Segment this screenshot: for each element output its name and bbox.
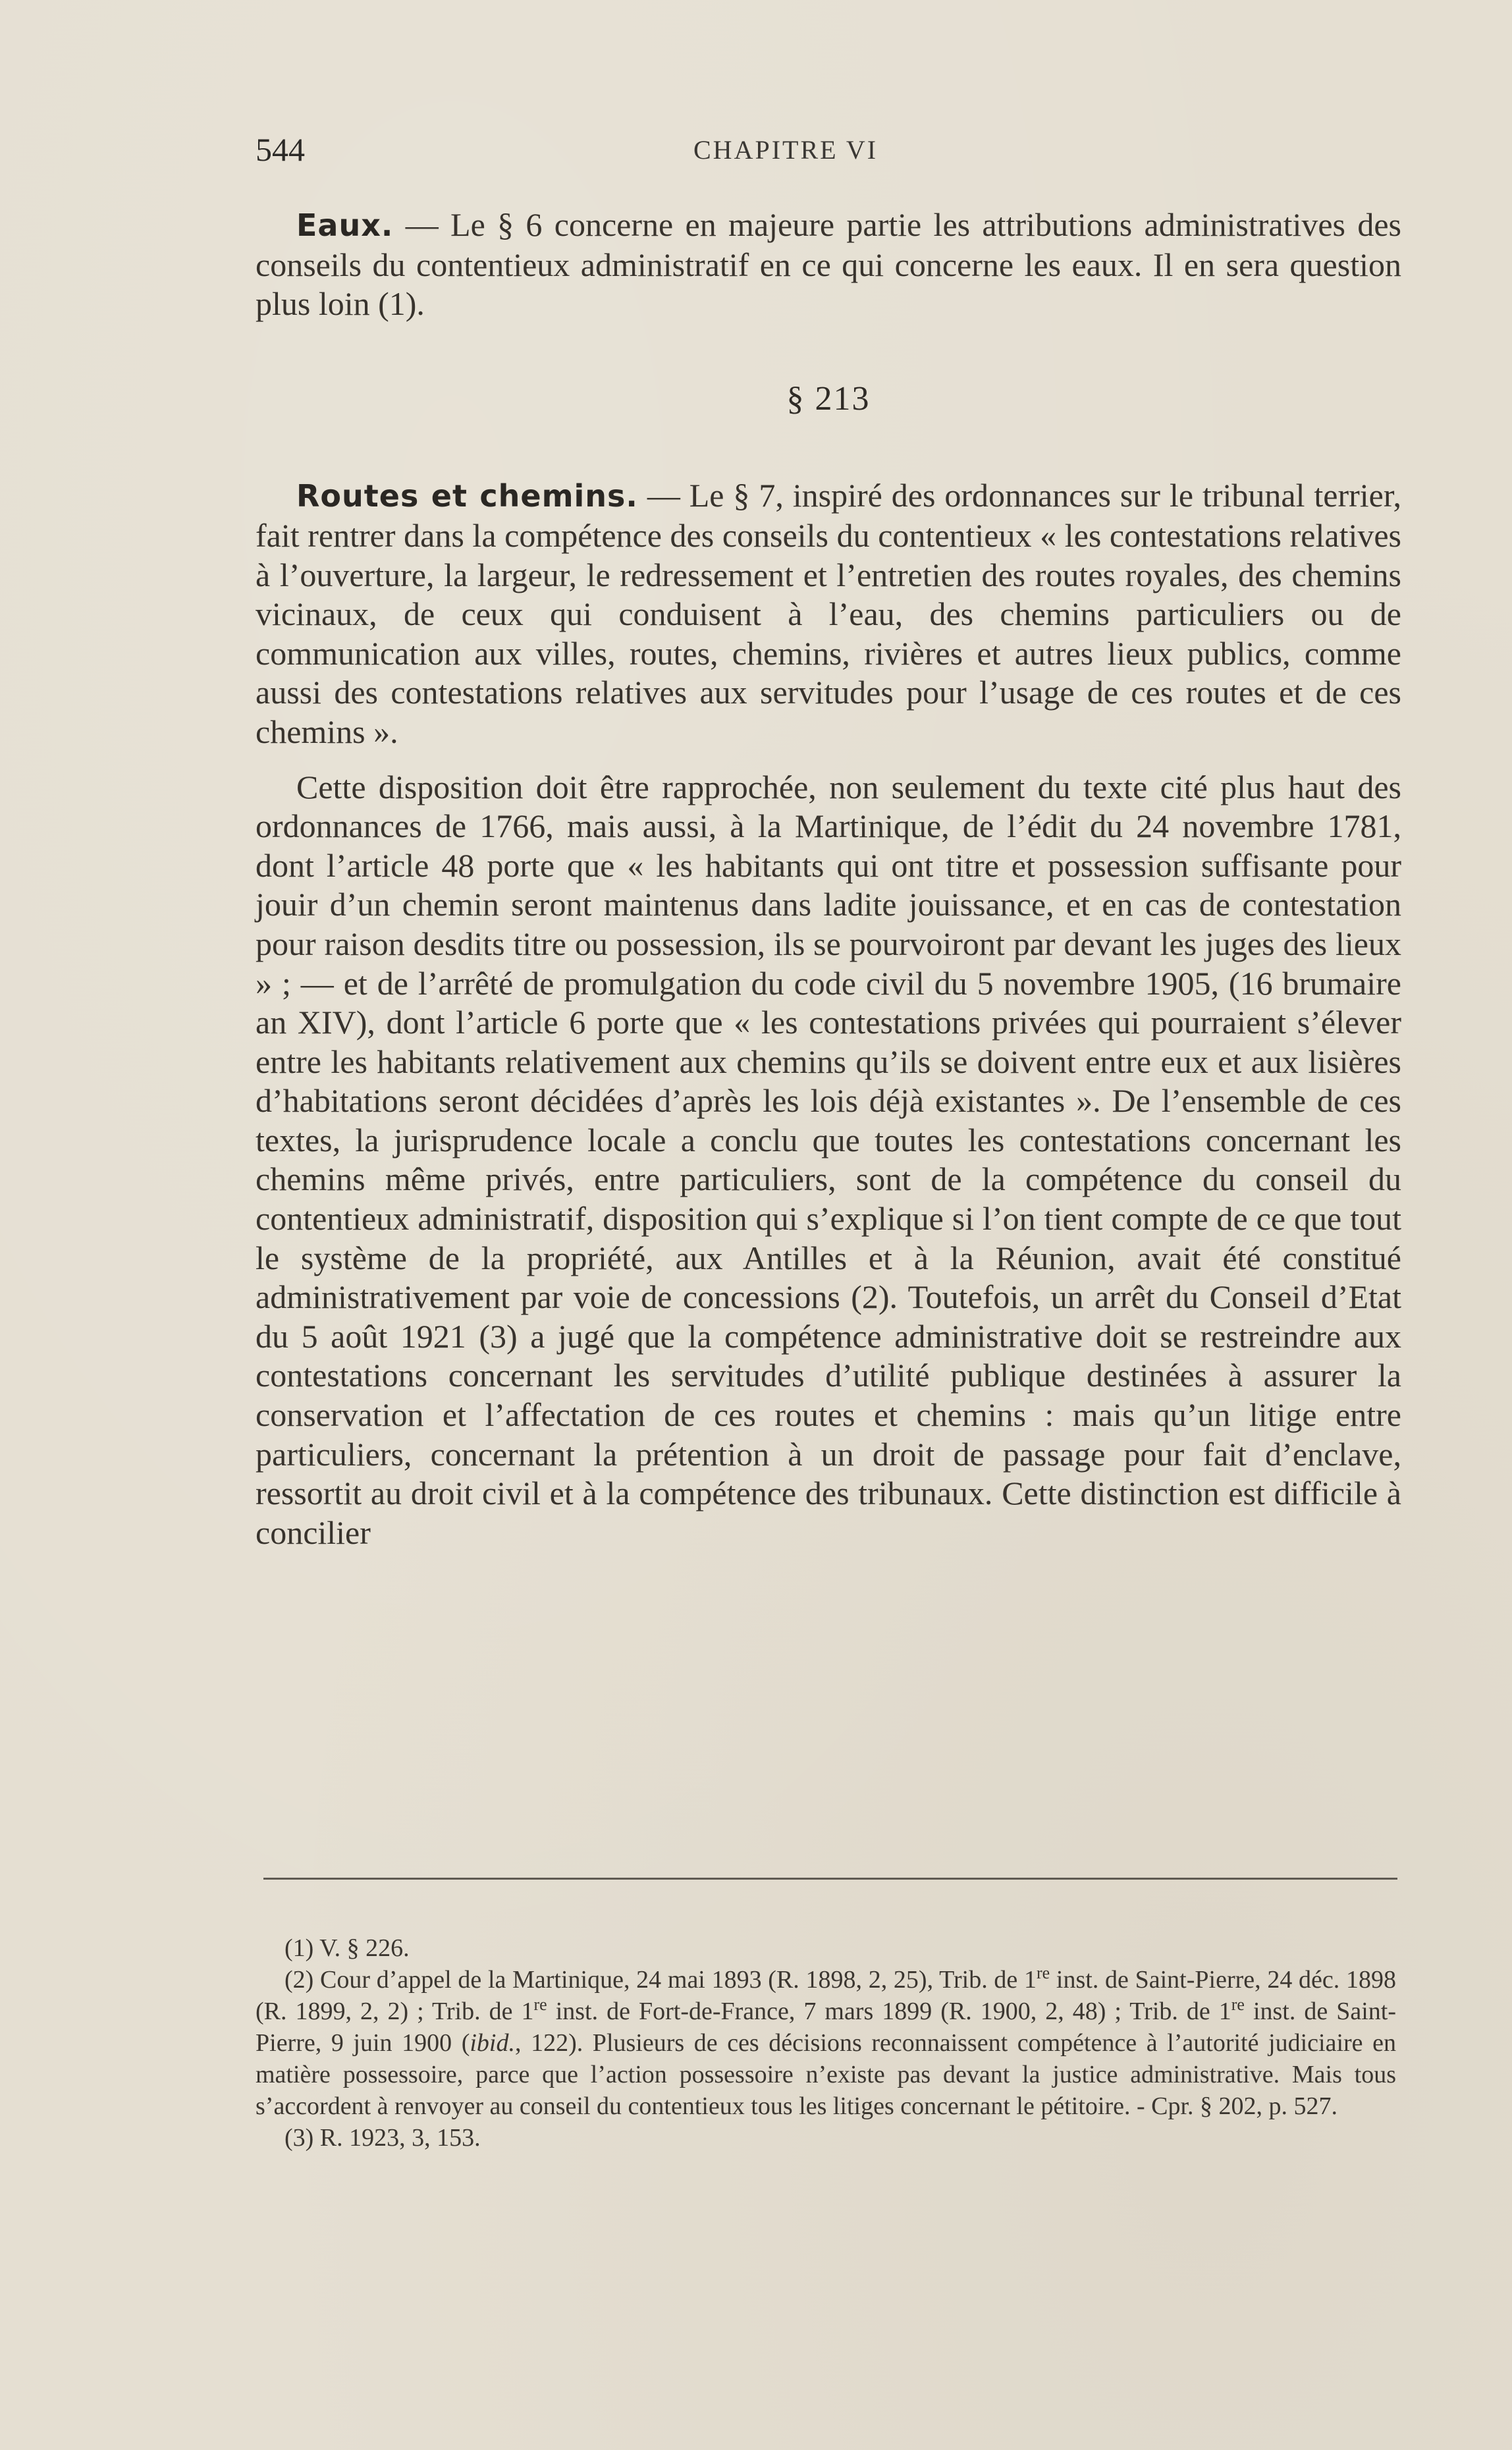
footnote-2 — [256, 1964, 1396, 2122]
paragraph-eaux — [256, 205, 1401, 324]
footnote-1: (1) V. § 226. — [284, 1934, 410, 1962]
paragraph-lead: Eaux. — [296, 207, 394, 243]
paragraph-lead: Routes et chemins. — [296, 478, 638, 514]
ordinal-superscript: re — [533, 1995, 547, 2014]
paragraph-body: — Le § 7, inspiré des ordonnances sur le tribunal terrier, fait rentrer dans la compétence des conseils du contentieux « les contestations relatives à l’ouverture, la largeur, le redressement et l’entretien des routes royales, des chemins vicinaux, de ceux qui conduisent à l’eau, des chemins particuliers ou de communication aux villes, routes, chemins, rivières et autres lieux publics, comme aussi des contestations relatives aux servitudes pour l’usage de ces routes et de ces chemins ». — [256, 477, 1402, 750]
footnote-3: (3) R. 1923, 3, 153. — [284, 2124, 481, 2152]
page-number: 544 — [256, 131, 305, 168]
footnote-ibid: ibid. — [470, 2029, 515, 2057]
ordinal-superscript: re — [1037, 1963, 1050, 1982]
footnote-divider — [263, 1878, 1397, 1880]
paragraph-routes — [256, 476, 1401, 751]
footnote-text: (2) Cour d’appel de la Martinique, 24 mai 1893 (R. 1898, 2, 25), Trib. de 1 — [284, 1966, 1037, 1994]
footnote-text: inst. de Fort-de-France, 7 mars 1899 (R. 1900, 2, 48) ; Trib. de 1 — [547, 1998, 1231, 2025]
ordinal-superscript: re — [1231, 1995, 1245, 2014]
footnote-text: inst. de Saint-Pierre, 9 juin 1900 ( — [256, 1998, 1396, 2057]
paragraph-body: — Le § 6 concerne en majeure partie les attributions administratives des conseils du contentieux administratif en ce qui concerne les eaux. Il en sera question plus loin (1). — [256, 206, 1401, 323]
section-heading: § 213 — [786, 379, 871, 418]
paragraph-disposition: Cette disposition doit être rapprochée, non seulement du texte cité plus haut des ordonnances de 1766, mais aussi, à la Martinique, de l’édit du 24 novembre 1781, dont l’article 48 porte que « les habitants qui ont titre et possession suffisante pour jouir d’un chemin seront maintenus dans ladite jouissance, et en cas de contestation pour raison desdits titre ou possession, ils se pourvoiront par devant les juges des lieux » ; — et de l’arrêté de promulgation du code civil du 5 novembre 1905, (16 brumaire an XIV), dont l’article 6 porte que « les contestations privées qui pourraient s’élever entre les habitants relativement aux chemins qu’ils se doivent entre eux et aux lisières d’habitations seront décidées d’après les lois déjà existantes ». De l’ensemble de ces textes, la jurisprudence locale a conclu que toutes les contestations concernant les chemins même privés, entre particuliers, sont de la compétence du conseil du contentieux administratif, disposition qui s’explique si l’on tient compte de ce que tout le système de la propriété, aux Antilles et à la Réunion, avait été constitué administrativement par voie de concessions (2). Toutefois, un arrêt du Conseil d’Etat du 5 août 1921 (3) a jugé que la compétence administrative doit se restreindre aux contestations concernant les servitudes d’utilité publique destinées à assurer la conservation et l’affectation de ces routes et chemins : mais qu’un litige entre particuliers, concernant la prétention à un droit de passage pour fait d’enclave, ressortit au droit civil et à la compétence des tribunaux. Cette distinction est difficile à concilier — [256, 768, 1401, 1551]
running-head: CHAPITRE VI — [693, 135, 878, 165]
footnotes — [256, 1932, 1396, 2154]
footnote-text: , 122). Plusieurs de ces décisions reconnaissent compétence à l’autorité judiciaire en matière possessoire, parce que l’action possessoire n’existe pas devant la justice administrative. Mais tous s’accordent à renvoyer au conseil du contentieux tous les litiges concernant le pétitoire. - Cpr. § 202, p. 527. — [256, 2029, 1396, 2120]
footnote-text: inst. de Saint-Pierre, 24 déc. 1898 (R. 1899, 2, 2) ; Trib. de 1 — [256, 1966, 1396, 2025]
page-header — [256, 130, 1401, 177]
main-text — [256, 205, 1401, 1552]
